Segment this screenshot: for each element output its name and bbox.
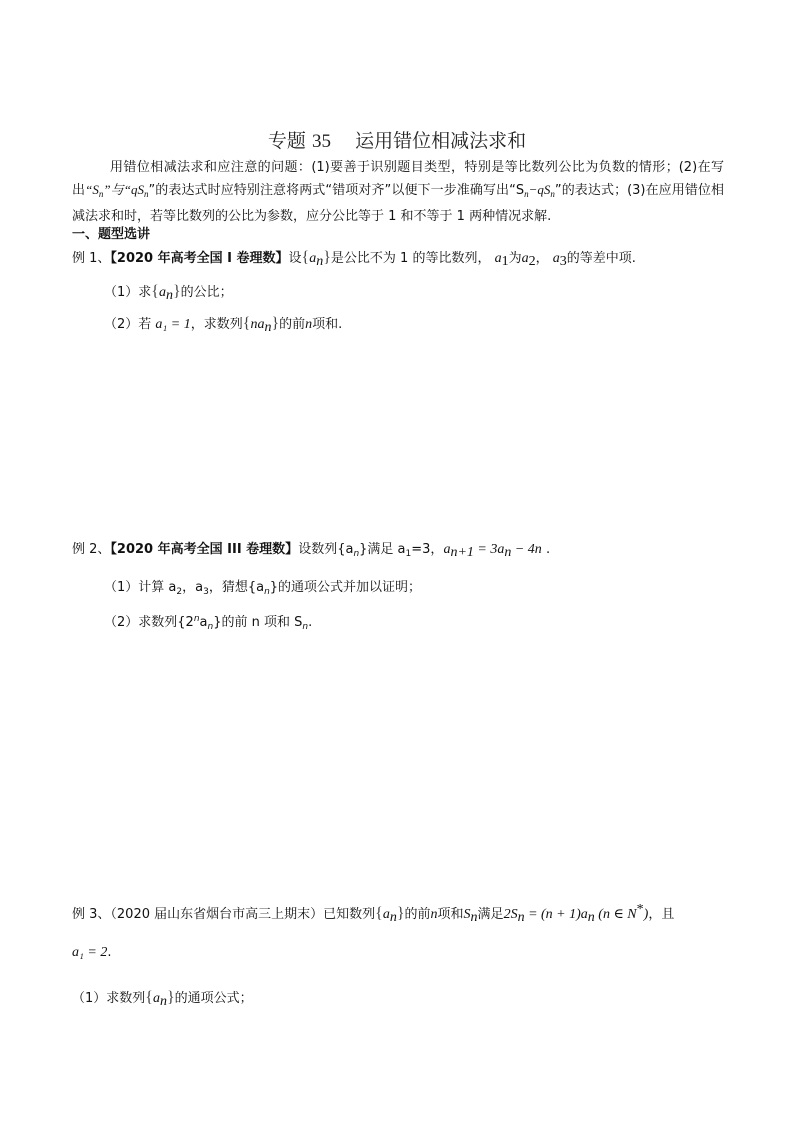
ex2-eq-rhs2: − 4n — [511, 542, 542, 557]
page-title — [0, 126, 794, 153]
section-heading: 一、题型选讲 — [72, 227, 151, 242]
ex2-q1-c: ，猜想{a — [208, 580, 265, 595]
ex3-stem-d: 满足 — [477, 907, 504, 922]
ex1-q2-a: （2）若 — [104, 317, 152, 332]
example-2-question-1: （1）计算 $a_2$，$a_3$，猜想$\{a_n\}$的通项公式并加以证明； — [104, 580, 422, 597]
ex3-q1-b: 的通项公式； — [174, 991, 253, 1006]
ex3-a1-end: . — [107, 945, 112, 960]
title-number: 35 — [311, 131, 331, 152]
intro-sn-1: “S — [85, 181, 99, 197]
intro-text-3: ”的表达式；(3)在应用错位相减法求和时，若等比数列的公比为参数，应分公比等于 1 和不等于 1 两种情况求解. — [72, 182, 724, 224]
intro-qsn-2-sub: n — [550, 188, 555, 199]
example-2-question-2: （2）求数列$\{2^na_n\}$的前 n 项和 $S_n$. — [104, 614, 313, 632]
intro-qsn-1-sub: n — [143, 188, 149, 199]
ex2-q2-b: a — [199, 615, 208, 630]
intro-text-2: ”的表达式时应特别注意将两式“错项对齐”以便下一步准确写出“S — [148, 182, 525, 198]
ex3-stem-e: ，且 — [648, 907, 675, 922]
example-1-text-d: ， — [535, 251, 549, 266]
ex3-eq-4: ) — [643, 907, 649, 922]
ex1-q1-b: 的公比； — [180, 285, 233, 300]
example-1-label: 例 1、 — [72, 251, 111, 266]
ex3-stem-c: 项和 — [437, 907, 464, 922]
ex3-eq-2: = (n + 1)a — [524, 907, 588, 922]
ex1-q2-b: ，求数列 — [190, 317, 243, 332]
ex2-eq-rhs: = 3a — [473, 542, 505, 557]
title-topic: 运用错位相减法求和 — [355, 130, 527, 152]
ex3-stem-a: 已知数列 — [323, 907, 376, 922]
example-1-stem: 例 1、【2020 年高考全国 I 卷理数】设$\{a_n\}$是公比不为 1 的等比数列， $a_1$为$a_2$， $a_3$的等差中项. — [72, 249, 636, 269]
ex2-stem-d: . — [545, 542, 551, 557]
title-prefix: 专题 — [267, 130, 306, 152]
intro-sn-2-sub: n — [524, 188, 529, 199]
intro-qsn-2: −qS — [528, 181, 551, 197]
ex1-q2-d: 项和. — [312, 317, 343, 332]
example-3-source: （2020 届山东省烟台市高三上期末） — [110, 907, 324, 922]
ex2-q1-d: }的通项公式并加以证明； — [269, 580, 422, 595]
example-2-label: 例 2、 — [72, 542, 111, 557]
example-1-text-b: 是公比不为 1 的等比数列， — [330, 251, 491, 266]
intro-paragraph — [72, 157, 724, 228]
example-3-stem: 例 3、（2020 届山东省烟台市高三上期末）已知数列$\{a_n\}$的前n项和$S_n$满足$2S_n = (n + 1)a_n$ (n ∈ N*)，且 — [72, 902, 675, 925]
example-2-source: 【2020 年高考全国 III 卷理数】 — [110, 542, 299, 557]
ex2-q1-a: （1）计算 a — [104, 580, 177, 595]
example-1-text-c: 为 — [508, 251, 522, 266]
example-3-condition — [72, 943, 111, 963]
ex1-q2-eq: a₁ = 1 — [155, 317, 191, 332]
example-1-source: 【2020 年高考全国 I 卷理数】 — [110, 251, 289, 266]
ex3-a1-eq: a₁ = 2 — [72, 945, 108, 960]
example-3-label: 例 3、 — [72, 907, 111, 922]
ex3-eq-1: 2S — [503, 907, 518, 922]
ex2-q2-d: . — [308, 615, 313, 630]
example-1-text-a: 设 — [288, 251, 302, 266]
intro-sn-1-sub: n — [98, 188, 104, 199]
example-2-stem: 例 2、【2020 年高考全国 III 卷理数】设数列$\{a_n\}$满足 $a_1=3$，$a_{n+1} = 3a_n - 4n$ . — [72, 542, 551, 560]
ex3-eq-3: (n ∈ N — [594, 907, 637, 922]
example-1-question-1: （1）求$\{a_n\}$的公比； — [104, 283, 233, 303]
ex1-q1-a: （1）求 — [104, 285, 152, 300]
ex2-q2-a: （2）求数列{2 — [104, 615, 194, 630]
example-3-question-1: （1）求数列$\{a_n\}$的通项公式； — [72, 989, 253, 1009]
ex3-q1-a: （1）求数列 — [72, 991, 146, 1006]
ex1-q2-c: 的前 — [279, 317, 306, 332]
ex2-q1-b: ，a — [182, 580, 204, 595]
example-1-text-e: 的等差中项. — [566, 251, 636, 266]
example-1-question-2: （2）若 a₁ = 1，求数列$\{na_n\}$的前n项和. — [104, 315, 343, 335]
ex3-stem-b: 的前 — [404, 907, 431, 922]
ex2-q2-c: }的前 n 项和 S — [213, 615, 303, 630]
ex2-stem-c: =3， — [411, 542, 444, 557]
ex3-stem-n: n — [430, 907, 438, 922]
ex2-stem-a: 设数列{a — [298, 542, 354, 557]
intro-qsn-1: ”与“qS — [103, 181, 144, 197]
ex2-stem-b: }满足 a — [359, 542, 406, 557]
intro-text-1: 用错位相减法求和应注意的问题：(1)要善于识别题目类型，特别是等比数列公比为负数的情形；(2)在写出 — [72, 160, 724, 198]
ex1-q2-n: n — [305, 317, 313, 332]
